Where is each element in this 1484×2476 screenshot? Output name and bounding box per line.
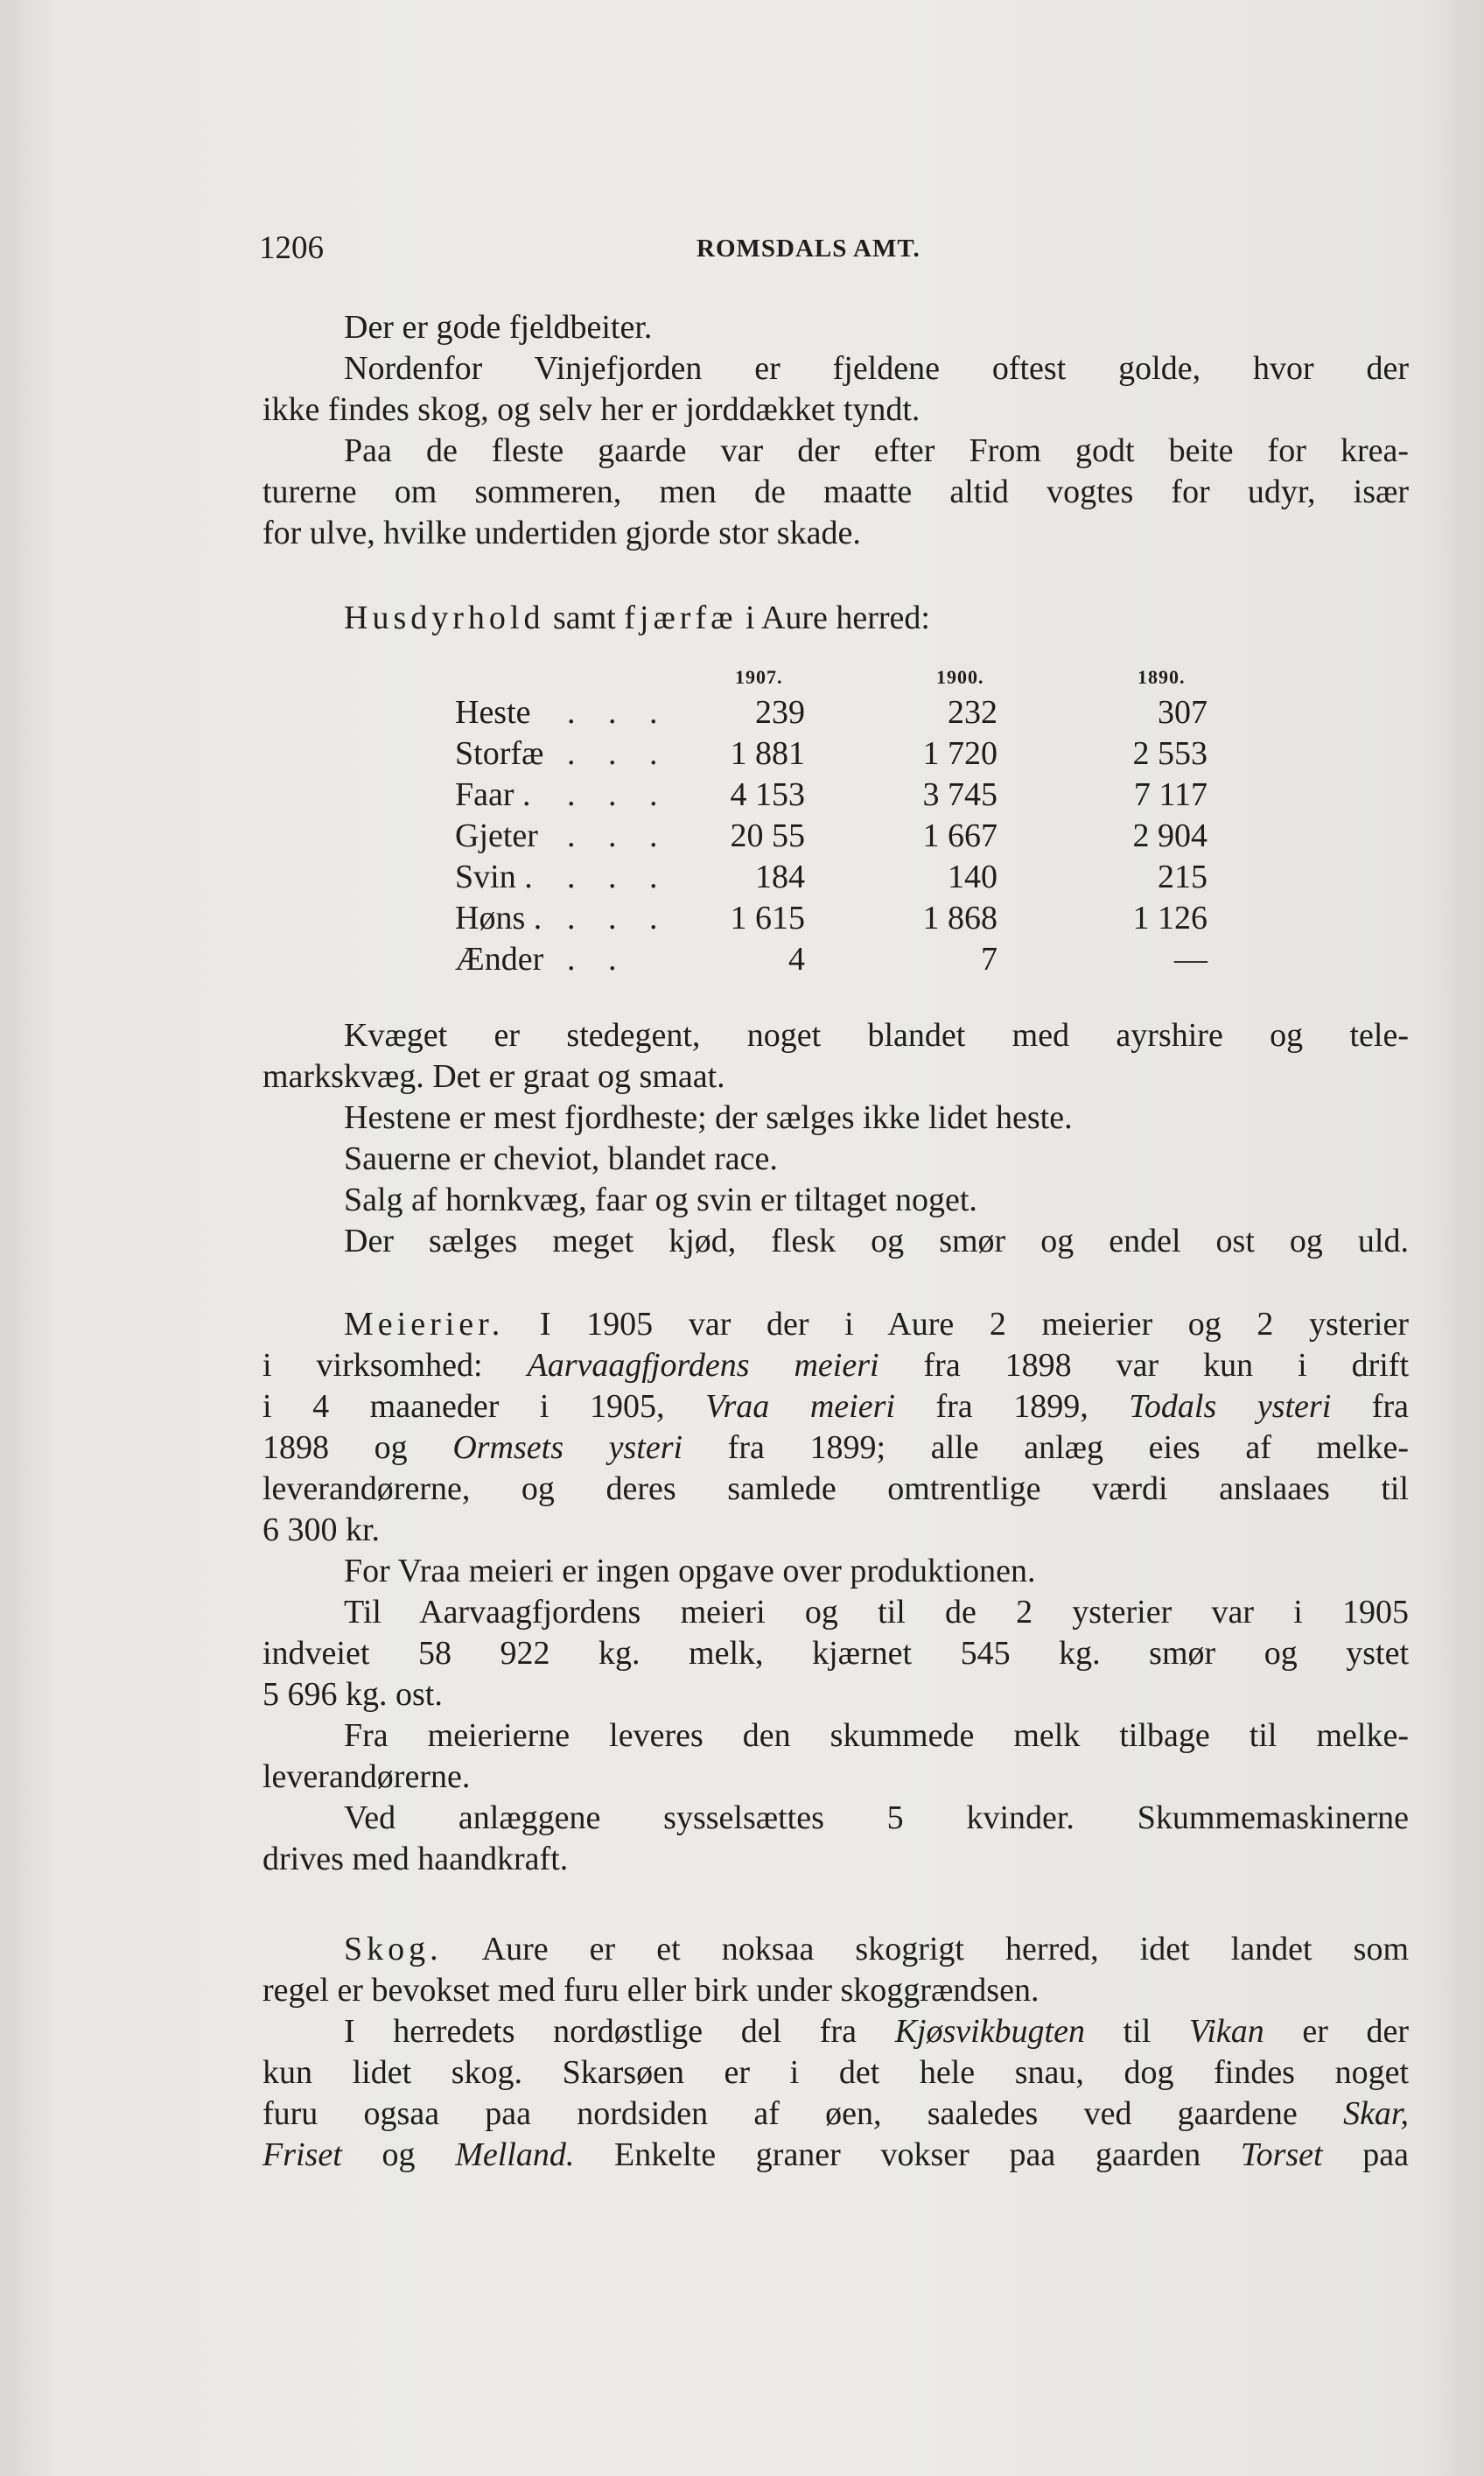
caption-middle: samt	[552, 600, 616, 636]
text-line: 5 696 kg. ost.	[262, 1676, 443, 1713]
text-span: er der	[1302, 2013, 1410, 2050]
text-span: fra 1899,	[935, 1388, 1088, 1425]
place-name: Kjøsvikbugten	[894, 2013, 1085, 2050]
cell-1907: 1 615	[730, 900, 805, 936]
text-span: i virksomhed:	[262, 1347, 483, 1384]
row-label: Storfæ	[455, 735, 544, 772]
text-line: leverandørerne.	[262, 1758, 471, 1795]
text-line: indveiet 58 922 kg. melk, kjærnet 545 kg. smør og ystet	[262, 1635, 1409, 1672]
table-row	[455, 816, 1225, 857]
row-label: Svin .	[455, 859, 533, 895]
text-line: Til Aarvaagfjordens meieri og til de 2 ysterier var i 1905	[344, 1594, 1409, 1631]
caption-rest: i Aure herred:	[745, 600, 930, 636]
year-header: 1900.	[936, 666, 984, 688]
row-label: Gjeter	[455, 817, 538, 854]
leader-dots: . . .	[567, 817, 670, 854]
text-line: regel er bevokset med furu eller birk under skoggrændsen.	[262, 1972, 1040, 2009]
row-label: Faar .	[455, 776, 531, 813]
dairy-name: Vraa meieri	[705, 1388, 895, 1425]
cell-1890: 1 126	[1132, 900, 1208, 936]
running-head: ROMSDALS AMT.	[696, 235, 920, 263]
text-line: For Vraa meieri er ingen opgave over produktionen.	[344, 1553, 1036, 1589]
text-line	[262, 2011, 1409, 2052]
text-line: Sauerne er cheviot, blandet race.	[344, 1140, 778, 1177]
text-line	[262, 598, 1409, 639]
text-span: fra 1898 var kun i drift	[923, 1347, 1410, 1384]
cell-1907: 4	[788, 941, 805, 978]
cell-1907: 239	[755, 694, 805, 731]
section-heading: Meierier.	[344, 1306, 505, 1343]
text-line: leverandørerne, og deres samlede omtrentlige værdi anslaaes til	[262, 1470, 1409, 1507]
table-row	[455, 775, 1225, 816]
forest-section	[262, 1929, 1409, 2176]
row-label: Ænder	[455, 941, 544, 978]
leader-dots: . . .	[567, 900, 670, 936]
text-line: ikke findes skog, og selv her er jorddækket tyndt.	[262, 391, 920, 428]
page-header	[259, 229, 1405, 273]
table-row	[455, 939, 1225, 980]
cell-1890: 2 553	[1132, 735, 1208, 772]
text-line: kun lidet skog. Skarsøen er i det hele snau, dog findes noget	[262, 2054, 1409, 2091]
row-label: Høns .	[455, 900, 542, 936]
cell-1900: 7	[981, 941, 998, 978]
text-span: I herredets nordøstlige del fra	[344, 2013, 857, 2050]
cell-1907: 184	[755, 859, 805, 895]
cell-1900: 3 745	[922, 776, 998, 813]
text-line: Der sælges meget kjød, flesk og smør og endel ost og uld.	[344, 1223, 1409, 1259]
text-line: Kvæget er stedegent, noget blandet med ayrshire og tele-	[344, 1017, 1409, 1054]
text-span: Aure er et noksaa skogrigt herred, idet landet som	[481, 1931, 1410, 1967]
dairy-name: Todals ysteri	[1129, 1388, 1332, 1425]
cell-1907: 20 55	[730, 817, 805, 854]
text-span: I 1905 var der i Aure 2 meierier og 2 ysterier	[539, 1306, 1409, 1343]
cell-1890: 2 904	[1132, 817, 1208, 854]
text-line: 6 300 kr.	[262, 1512, 381, 1548]
cell-1907: 1 881	[730, 735, 805, 772]
table-row	[455, 857, 1225, 898]
dairy-name: Aarvaagfjordens meieri	[527, 1347, 879, 1384]
place-name: Melland.	[455, 2136, 575, 2173]
text-line: Nordenfor Vinjefjorden er fjeldene oftest golde, hvor der	[344, 350, 1409, 387]
text-line: Paa de fleste gaarde var der efter From godt beite for krea-	[344, 432, 1409, 469]
place-name: Friset	[262, 2136, 342, 2173]
place-name: Torset	[1240, 2136, 1323, 2173]
text-line	[262, 1929, 1409, 1970]
place-name: Vikan	[1188, 2013, 1264, 2050]
text-span: fra 1899; alle anlæg eies af melke-	[727, 1429, 1410, 1466]
table-header	[455, 661, 1225, 692]
cell-1900: 232	[948, 694, 998, 731]
text-span: fra	[1371, 1388, 1410, 1425]
year-header: 1907.	[735, 666, 783, 688]
leader-dots: . . .	[567, 776, 670, 813]
cell-1890: 7 117	[1133, 776, 1208, 813]
text-span: og	[382, 2136, 416, 2173]
text-line: Hestene er mest fjordheste; der sælges ikke lidet heste.	[344, 1099, 1073, 1136]
year-header: 1890.	[1138, 666, 1186, 688]
text-span: i 4 maaneder i 1905,	[262, 1388, 665, 1425]
caption-spaced: Husdyrhold	[344, 600, 545, 636]
text-line	[262, 2094, 1409, 2135]
text-span: paa	[1362, 2136, 1410, 2173]
cell-1900: 1 720	[922, 735, 998, 772]
text-line: markskvæg. Det er graat og smaat.	[262, 1058, 725, 1095]
text-span: 1898 og	[262, 1429, 408, 1466]
table-row	[455, 692, 1225, 733]
cell-1890: 307	[1158, 694, 1208, 731]
text-line: Ved anlæggene sysselsættes 5 kvinder. Skummemaskinerne	[344, 1799, 1409, 1836]
text-line	[262, 1386, 1409, 1427]
cell-1900: 1 667	[922, 817, 998, 854]
text-line: turerne om sommeren, men de maatte altid vogtes for udyr, især	[262, 473, 1409, 510]
leader-dots: . . .	[567, 694, 670, 731]
table-row	[455, 733, 1225, 775]
cell-1890: —	[1174, 941, 1208, 978]
dairies-section	[262, 1304, 1409, 1880]
intro-paragraphs	[262, 307, 1409, 554]
text-line	[262, 1345, 1409, 1386]
text-line	[262, 1427, 1409, 1469]
cell-1907: 4 153	[730, 776, 805, 813]
table-row	[455, 898, 1225, 939]
text-line: for ulve, hvilke undertiden gjorde stor skade.	[262, 515, 861, 551]
cell-1900: 140	[948, 859, 998, 895]
leader-dots: . . .	[567, 735, 670, 772]
text-line: Salg af hornkvæg, faar og svin er tiltaget noget.	[344, 1182, 977, 1218]
leader-dots: . . .	[567, 859, 670, 895]
text-span: Enkelte graner vokser paa gaarden	[614, 2136, 1201, 2173]
page-number: 1206	[259, 230, 324, 266]
section-heading: Skog.	[344, 1931, 443, 1967]
table-caption	[262, 598, 1409, 639]
row-label: Heste	[455, 694, 531, 731]
dairy-name: Ormsets ysteri	[452, 1429, 683, 1466]
leader-dots: . .	[567, 941, 629, 978]
text-line: drives med haandkraft.	[262, 1841, 569, 1877]
text-span: til	[1123, 2013, 1152, 2050]
cell-1900: 1 868	[922, 900, 998, 936]
text-line: Der er gode fjeldbeiter.	[344, 309, 653, 346]
cell-1890: 215	[1158, 859, 1208, 895]
text-line	[262, 2135, 1409, 2176]
text-line	[262, 1304, 1409, 1345]
livestock-table	[455, 661, 1225, 980]
text-span: furu ogsaa paa nordsiden af øen, saaledes ved gaardene	[262, 2095, 1298, 2132]
place-name: Skar,	[1343, 2095, 1410, 2132]
caption-spaced-2: fjærfæ	[624, 600, 738, 636]
text-line: Fra meierierne leveres den skummede melk tilbage til melke-	[344, 1717, 1409, 1754]
livestock-paragraphs	[262, 1015, 1409, 1262]
